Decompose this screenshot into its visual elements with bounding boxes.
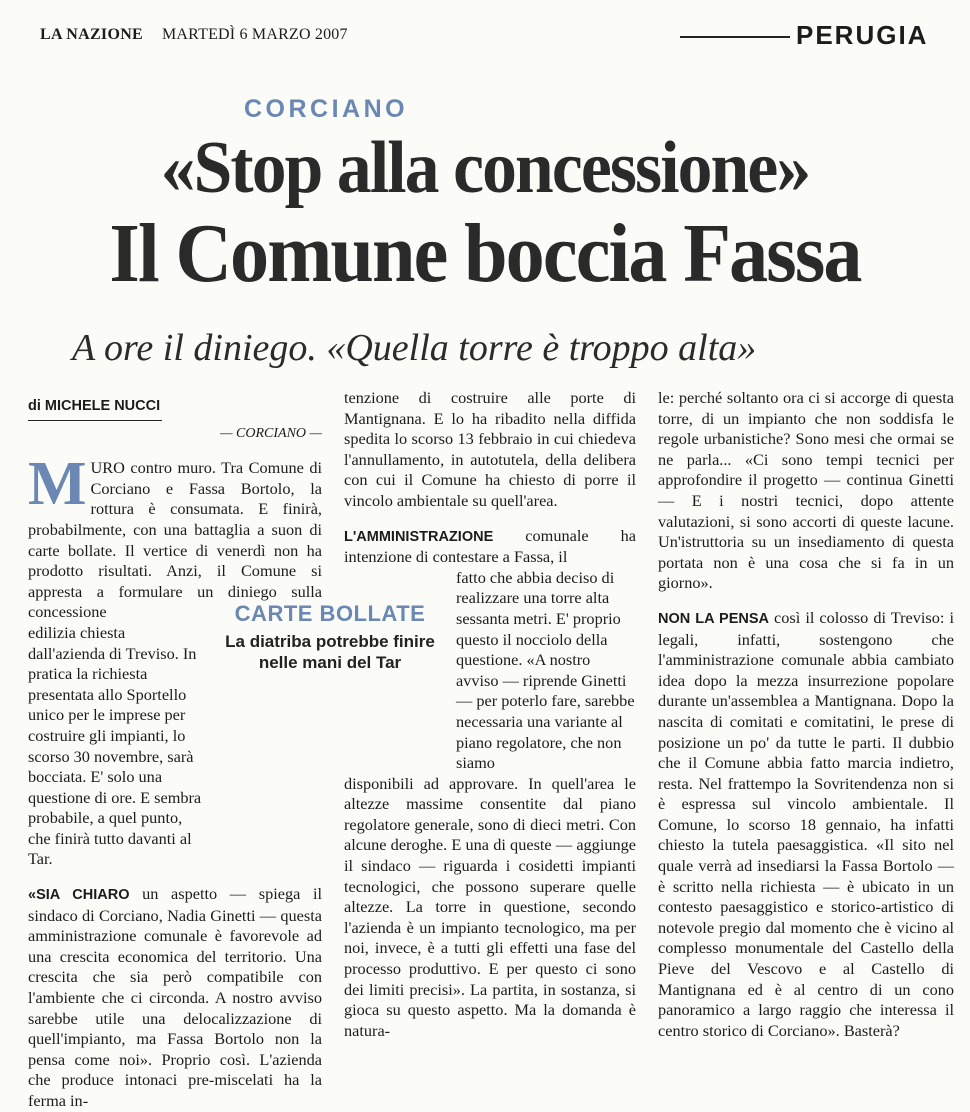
paragraph-wrapped: edilizia chiesta dall'azienda di Treviso. In pratica la richiesta presentata allo Sportello unico per le imprese per costruire gli impianti, lo scorso 30 novembre, sarà bocciata. E' solo una questione di ore. E sembra probabile, a quel punto, che finirà tutto davanti al Tar. xyxy=(28,622,202,869)
paragraph xyxy=(28,450,322,623)
paragraph-lead: NON LA PENSA xyxy=(658,610,769,627)
paragraph-lead: «SIA CHIARO xyxy=(28,887,130,904)
paragraph-text: comunale ha intenzione di contestare a Fassa, il xyxy=(344,525,636,567)
drop-cap: M xyxy=(28,450,87,519)
article-column-3 xyxy=(658,388,954,1041)
paragraph-text: tenzione di costruire alle porte di Mantignana. E lo ha ribadito nella diffida spedita lo scorso 13 febbraio in cui chiedeva l'annullamento, in autotutela, della delibera con cui il Comune ha chiesto di porre il vincolo ambientale su quell'area. xyxy=(344,388,636,510)
subheadline: A ore il diniego. «Quella torre è troppo alta» xyxy=(72,327,757,369)
masthead xyxy=(40,20,970,50)
newspaper-name: LA NAZIONE xyxy=(40,26,144,43)
article-column-2 xyxy=(344,388,636,1041)
article-column-1 xyxy=(28,396,322,1112)
paragraph-text: disponibili ad approvare. In quell'area le altezze massime consentite dal piano regolatore generale, sono di dieci metri. Con alcune deroghe. E una di queste — aggiunge il sindaco — riguarda i cosidetti impianti tecnologici, che possono superare quelle altezze. La torre in questione, secondo l'azienda è un impianto tecnologico, ma per noi, invece, è a tutti gli effetti una fase del processo produttivo. E per questo ci sono dei limiti precisi». La partita, in sostanza, si gioca su questo aspetto. Ma la domanda è natura- xyxy=(344,773,636,1040)
paragraph-text: URO contro muro. Tra Comune di Corciano e Fassa Bortolo, la rottura è consumata. E finirà, probabilmente, con una battaglia a suon di carte bollate. Il vertice di venerdì non ha prodotto risultati. Anzi, il Comune si appresta a formulare un diniego sulla concessione xyxy=(28,458,322,622)
paragraph-text: le: perché soltanto ora ci si accorge di questa torre, di un impianto che non soddisfa le regole urbanistiche? Sono mesi che ormai se ne parla... «Ci sono tempi tecnici per approfondire il progetto — continua Ginetti — E i nostri tecnici, dopo attente valutazioni, si sono accorti di queste lacune. Un'istruttoria su un insediamento di questa portata non è una cosa che si fa in un giorno». xyxy=(658,388,954,593)
section-title: PERUGIA xyxy=(796,20,929,50)
masthead-rule xyxy=(680,36,790,38)
paragraph xyxy=(344,526,636,568)
pull-quote-title: CARTE BOLLATE xyxy=(234,601,426,626)
paragraph xyxy=(28,884,322,1112)
headline-line-2: Il Comune boccia Fassa xyxy=(109,207,861,300)
article-kicker: CORCIANO xyxy=(244,95,409,123)
paragraph-wrapped: fatto che abbia deciso di realizzare una torre alta sessanta metri. E' proprio questo il nocciolo della questione. «A nostro avviso — riprende Ginetti — per poterlo fare, sarebbe necessaria una variante al piano regolatore, che non siamo xyxy=(456,567,635,773)
headline-line-1: «Stop alla concessione» xyxy=(160,127,810,209)
paragraph-lead: L'AMMINISTRAZIONE xyxy=(344,528,494,545)
paragraph xyxy=(658,608,954,1041)
paragraph-text: così il colosso di Treviso: i legali, infatti, sostengono che l'amministrazione comunale abbia cambiato idea dopo la mezza insurrezione popolare durante un'assemblea a Mantignana. Dopo la nascita di comitati e comitatini, le prese di posizione un po' da tutte le parti. Il dubbio che il Comune abbia fatto marcia indietro, resta. Nel frattempo la Sovritendenza non si è espressa sul vincolo ambientale. Il Comune, lo scorso 18 gennaio, ha infatti chiesto la tutela paesaggistica. «Il sito nel quale verrà ad insediarsi la Fassa Bortolo — è scritto nella richiesta — è ubicato in un contesto paesaggistico e storico-artistico di notevole pregio dal momento che è vicino al complesso monumentale del Castello della Pieve del Vescovo e al Castello di Mantignana ed è al centro di un cono panoramico a largo raggio che interessa il centro storico di Corciano». Basterà? xyxy=(658,607,954,1040)
byline: di MICHELE NUCCI xyxy=(28,396,162,421)
dateline: — CORCIANO — xyxy=(220,425,322,441)
issue-date: MARTEDÌ 6 MARZO 2007 xyxy=(162,26,348,43)
paragraph-text: un aspetto — spiega il sindaco di Corciano, Nadia Ginetti — questa amministrazione comunale è favorevole ad una crescita economica del territorio. Una crescita che sia però compatibile con l'ambiente che ci circonda. A nostro avviso sarebbe utile una delocalizzazione di quell'impianto, ma Fassa Bortolo non la pensa come noi». Proprio così. L'azienda che produce intonaci pre-miscelati ha la ferma in- xyxy=(28,884,323,1110)
pull-quote-text: La diatriba potrebbe finire nelle mani del Tar xyxy=(225,632,435,672)
